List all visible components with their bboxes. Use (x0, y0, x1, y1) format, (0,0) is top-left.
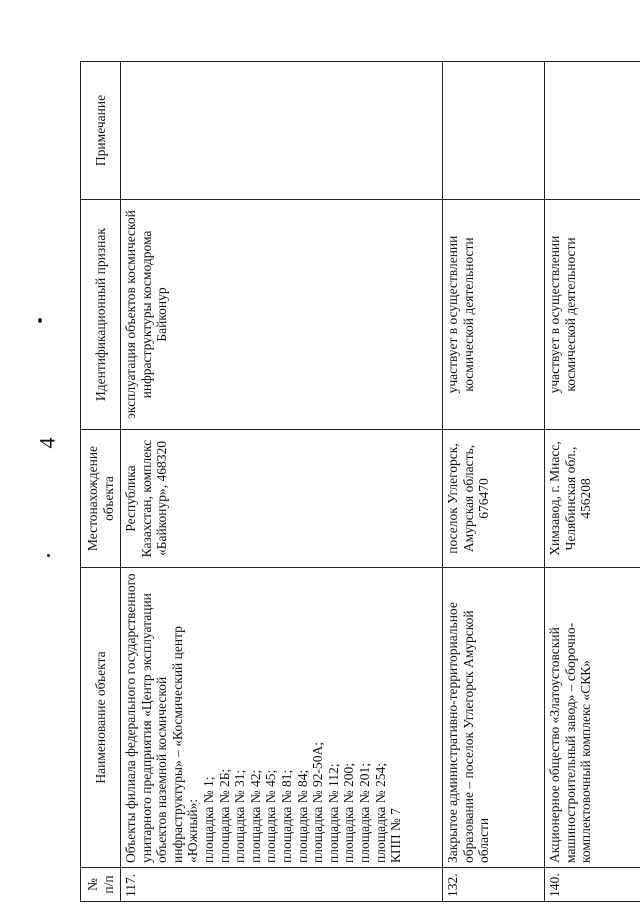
table-row (121, 62, 443, 902)
area-item: площадка № 84; (294, 769, 310, 863)
ident-cell: участвует в осуществлении космической деятельности (545, 200, 640, 430)
area-item: площадка № 45; (263, 769, 279, 863)
area-item: площадка № 31; (232, 769, 248, 863)
location-cell: Химзавод, г. Миасс, Челябинская обл., 456208 (545, 430, 640, 568)
area-item: площадка № 200; (341, 763, 357, 863)
area-item: КПП № 7 (388, 808, 404, 863)
ident-cell: эксплуатация объектов космической инфраструктуры космодрома Байконур (121, 200, 443, 430)
row-number: 140. (545, 868, 640, 902)
table-row (545, 62, 640, 902)
area-list (201, 572, 404, 863)
area-item: площадка № 2Б; (216, 768, 232, 863)
table-row (443, 62, 545, 902)
location-cell: поселок Углегорск, Амурская область, 676470 (443, 430, 545, 568)
object-name-cell: Закрытое административно-территориальное образование – поселок Углегорск Амурской области (443, 568, 545, 868)
area-item: площадка № 42; (247, 769, 263, 863)
ident-cell: участвует в осуществлении космической деятельности (443, 200, 545, 430)
row-number: 132. (443, 868, 545, 902)
note-cell (545, 62, 640, 200)
header-num: № п/п (81, 868, 121, 902)
scan-speck-mid (47, 554, 50, 557)
rotated-table-wrapper (80, 62, 640, 902)
object-name-cell (121, 568, 443, 868)
area-item: площадка № 201; (356, 763, 372, 863)
header-note: Примечание (81, 62, 121, 200)
object-name: Объекты филиала федерального государственного унитарного предприятия «Центр эксплуатации объектов наземной космической инфраструктуры» – «Космический центр «Южный»: (123, 573, 201, 863)
location-cell: Республика Казахстан, комплекс «Байконур», 468320 (121, 430, 443, 568)
row-number: 117. (121, 868, 443, 902)
area-item: площадка № 1; (200, 776, 216, 863)
page-number: 4 (34, 437, 60, 449)
area-item: площадка № 92-50А; (310, 742, 326, 863)
note-cell (443, 62, 545, 200)
header-location: Местонахождение объекта (81, 430, 121, 568)
note-cell (121, 62, 443, 200)
header-name: Наименование объекта (81, 568, 121, 868)
objects-table (80, 61, 640, 902)
header-ident: Идентификационный признак (81, 200, 121, 430)
area-item: площадка № 254; (372, 763, 388, 863)
object-name-cell: Акционерное общество «Златоустовский машиностроительный завод» – сборочно-комплектовочный комплекс «СКК» (545, 568, 640, 868)
scan-speck-top (38, 318, 42, 323)
area-item: площадка № 81; (278, 769, 294, 863)
area-item: площадка № 112; (325, 763, 341, 863)
table-header-row (81, 62, 121, 902)
